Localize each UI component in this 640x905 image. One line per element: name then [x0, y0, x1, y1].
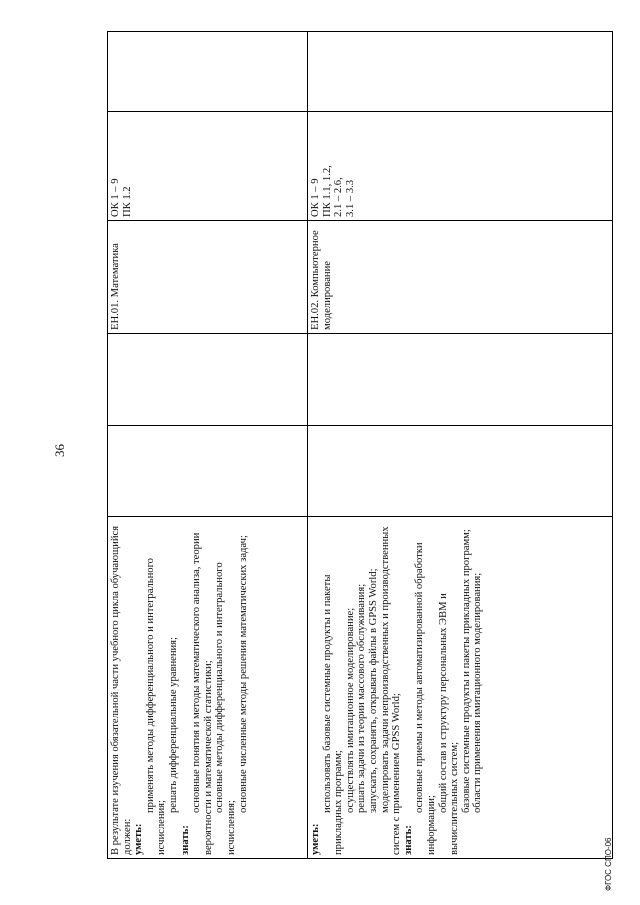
content-line: области применения имитационного моделирования; — [472, 572, 484, 813]
content-line: решать задачи из теории массового обслуживания; — [356, 583, 368, 813]
content-line: решать дифференциальные уравнения; — [167, 636, 179, 813]
curriculum-table — [107, 31, 613, 859]
competency-line: ПК 1.1, 1.2, — [321, 165, 333, 217]
empty-cell — [308, 32, 613, 112]
discipline-cell — [108, 221, 308, 334]
content-cell — [308, 517, 613, 859]
empty-cell — [308, 334, 613, 426]
empty-cell — [108, 426, 308, 517]
table-row — [108, 32, 308, 859]
content-line: общий состав и структуру персональных ЭВМ и вычислительных систем; — [437, 593, 461, 855]
content-line: запускать, сохранять, открывать файлы в GPSS World; — [367, 568, 379, 813]
content-cell — [108, 517, 308, 859]
competency-line: 3.1 – 3.3 — [344, 179, 356, 217]
content-line: основные приемы и методы автоматизированной обработки информации; — [414, 542, 437, 855]
competency-cell — [108, 112, 308, 221]
table-row — [308, 32, 613, 859]
content-line: основные численные методы решения математических задач; — [237, 535, 249, 813]
competency-line: ОК 1 – 9 — [310, 178, 321, 217]
content-line: основные методы дифференциального и интегрального исчисления; — [214, 562, 237, 855]
content-line: знать: — [179, 825, 191, 855]
content-line: применять методы дифференциального и интегрального исчисления; — [144, 558, 168, 855]
content-line: осуществлять имитационное моделирование; — [344, 607, 356, 813]
content-line: В результате изучения обязательной части учебного цикла обучающийся должен: — [110, 525, 133, 855]
content-line: использовать базовые системные продукты и пакеты прикладных программ; — [321, 574, 345, 855]
page-number: 36 — [52, 444, 67, 457]
content-line: моделировать задачи непроизводственных и производственных систем с применением GPSS World; — [379, 526, 403, 855]
content-line: знать: — [402, 825, 414, 855]
content-line: уметь: — [133, 823, 145, 855]
competency-line: 2.1 – 2.6, — [333, 177, 345, 217]
content-line: базовые системные продукты и пакеты прикладных программ; — [460, 529, 472, 813]
competency-line: ОК 1 – 9 — [110, 178, 121, 217]
discipline-cell — [308, 221, 613, 334]
competency-cell — [308, 112, 613, 221]
empty-cell — [108, 334, 308, 426]
competency-line: ПК 1.2 — [121, 186, 133, 217]
footer-standard-code: ФГОС СПО-06 — [604, 837, 613, 891]
empty-cell — [308, 426, 613, 517]
content-line: уметь: — [310, 823, 321, 855]
discipline-name: ЕН.02. Компьютерное моделирование — [310, 230, 333, 330]
content-line: основные понятия и методы математического анализа, теории вероятности и математической статистики; — [191, 532, 214, 855]
discipline-name: ЕН.01. Математика — [110, 243, 121, 330]
empty-cell — [108, 32, 308, 112]
